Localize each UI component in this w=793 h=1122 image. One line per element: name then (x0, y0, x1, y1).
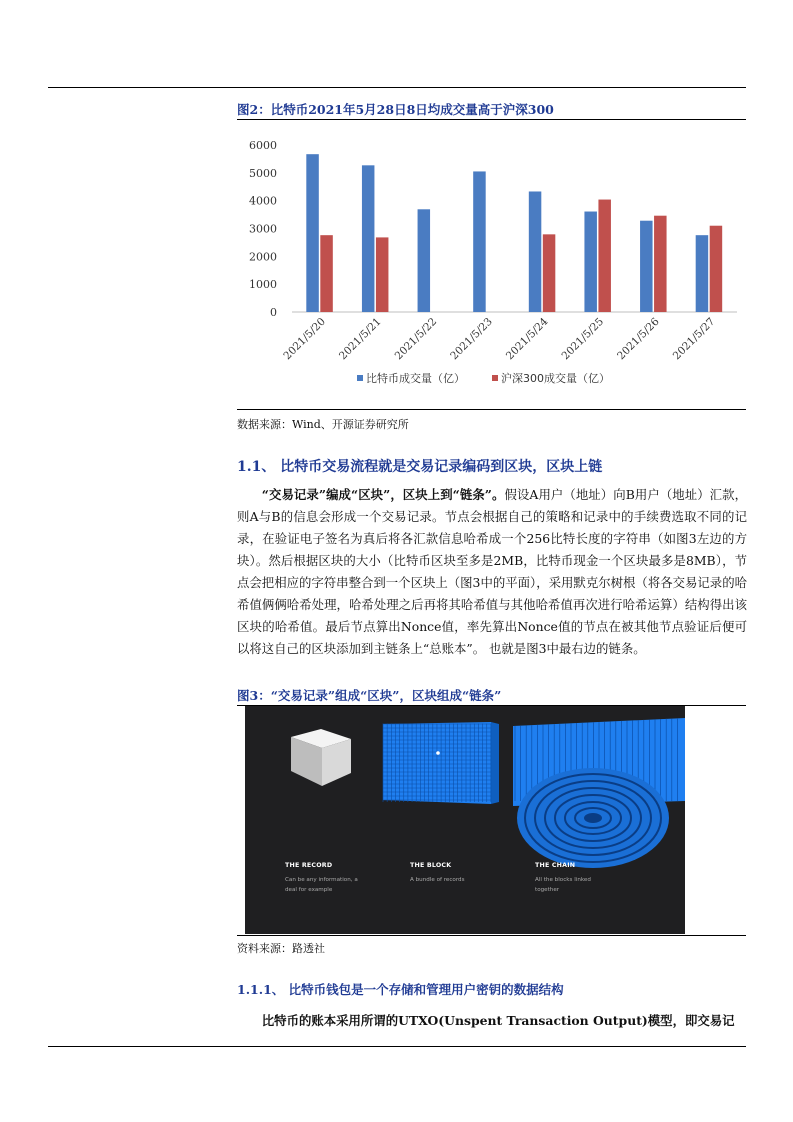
caption-chain-title: THE CHAIN (535, 862, 576, 869)
figure-2-source: 数据来源：Wind、开源证券研究所 (237, 418, 409, 431)
blockchain-graphic (245, 706, 685, 934)
figure-3-bottom-rule (237, 935, 746, 936)
caption-block-desc: A bundle of records (410, 877, 465, 883)
x-tick-label: 2021/5/25 (559, 315, 607, 363)
x-tick-label: 2021/5/21 (337, 315, 384, 363)
bar-chart (237, 128, 747, 408)
y-tick-label: 6000 (249, 139, 277, 152)
section-1-1-1-paragraph (237, 1010, 747, 1032)
figure-2-bottom-rule (237, 409, 746, 410)
y-tick-label: 0 (270, 306, 277, 319)
paragraph-lead: “交易记录”编成“区块”，区块上到“链条”。 (261, 487, 505, 502)
bar-btc (473, 171, 486, 312)
header-rule (48, 87, 746, 88)
bar-btc (696, 235, 709, 312)
y-tick-label: 1000 (249, 278, 277, 292)
figure-3-source: 资料来源：路透社 (237, 942, 325, 955)
bar-btc (418, 209, 431, 312)
figure-2-title: 图2：比特币2021年5月28日8日均成交量高于沪深300 (237, 102, 554, 117)
caption-block (410, 862, 490, 885)
bar-hs300 (543, 234, 556, 312)
record-cube-icon (291, 729, 351, 786)
bar-btc (306, 154, 319, 312)
caption-block-title: THE BLOCK (410, 862, 452, 869)
bar-hs300 (710, 226, 723, 312)
legend-label: 比特币成交量（亿） (366, 372, 465, 385)
blockchain-illustration (245, 706, 685, 934)
caption-record-title: THE RECORD (285, 862, 333, 869)
x-tick-label: 2021/5/24 (503, 315, 551, 363)
footer-rule (48, 1046, 746, 1047)
y-tick-label: 3000 (249, 222, 277, 236)
x-tick-label: 2021/5/26 (615, 315, 662, 363)
caption-chain-desc: All the blocks linked together (535, 877, 591, 893)
legend-swatch (357, 375, 363, 381)
section-1-1-paragraph (237, 484, 747, 660)
x-tick-label: 2021/5/22 (392, 315, 440, 363)
bar-btc (362, 165, 375, 312)
bar-hs300 (598, 200, 611, 312)
x-tick-label: 2021/5/27 (670, 315, 718, 363)
figure-2-title-rule (237, 119, 746, 120)
section-heading-1-1-1: 1.1.1、 比特币钱包是一个存储和管理用户密钥的数据结构 (237, 982, 564, 997)
bar-hs300 (320, 235, 333, 312)
paragraph-body: 假设A用户（地址）向B用户（地址）汇款，则A与B的信息会形成一个交易记录。节点会根据自己的策略和记录中的手续费选取不同的记录，在验证电子签名为真后将各汇款信息哈希成一个256比特长度的字符串（如图3左边的方块）。然后根据区块的大小（比特币区块至多是2MB，比特币现金一个区块最多是8MB），节点会把相应的字符串整合到一个区块上（图3中的平面），采用默克尔树根（将各交易记录的哈希值俩俩哈希处理，哈希处理之后再将其哈希值与其他哈希值再次进行哈希运算）结构得出该区块的哈希值。最后节点算出Nonce值，率先算出Nonce值的节点在被其他节点验证后便可以将这自己的区块添加到主链条上“总账本”。 也就是图3中最右边的链条。 (237, 487, 748, 656)
caption-record-desc: Can be any information, a deal for example (285, 877, 358, 893)
figure-3-title: 图3：“交易记录”组成“区块”，区块组成“链条” (237, 688, 502, 703)
chain-spiral-icon (513, 718, 685, 868)
bar-btc (584, 212, 597, 312)
x-tick-label: 2021/5/23 (448, 315, 495, 363)
y-tick-label: 4000 (249, 194, 277, 208)
bar-btc (529, 191, 542, 312)
caption-chain (535, 862, 615, 895)
legend-swatch (492, 375, 498, 381)
section-heading-1-1: 1.1、 比特币交易流程就是交易记录编码到区块，区块上链 (237, 459, 603, 475)
paragraph-lead-utxo: 比特币的账本采用所谓的UTXO(Unspent Transaction Output)模型，即交易记 (261, 1013, 735, 1028)
bar-hs300 (376, 237, 389, 312)
y-tick-label: 2000 (249, 250, 277, 264)
bar-hs300 (654, 216, 667, 312)
y-tick-label: 5000 (249, 166, 277, 180)
x-tick-label: 2021/5/20 (281, 315, 328, 363)
caption-record (285, 862, 365, 895)
bar-btc (640, 221, 653, 312)
legend-label: 沪深300成交量（亿） (501, 372, 610, 385)
block-grid-icon (383, 722, 499, 804)
